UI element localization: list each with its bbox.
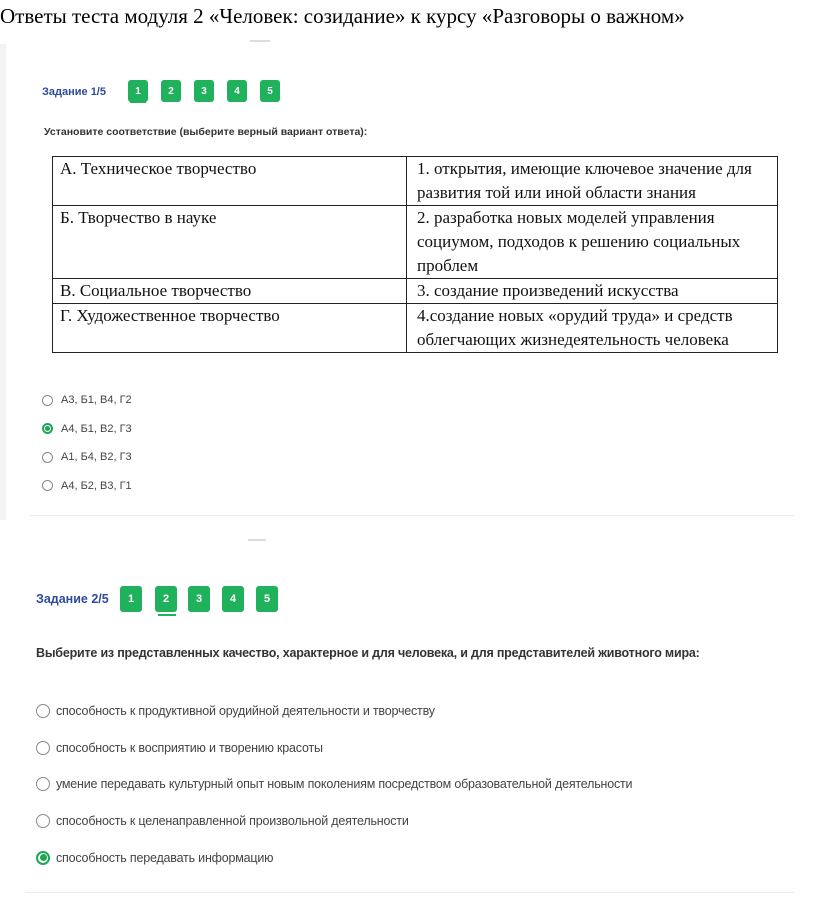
answer-option-1[interactable]: [36, 693, 632, 730]
task-1-nav-button-1[interactable]: 1: [128, 80, 148, 102]
answer-option-5[interactable]: [36, 839, 632, 876]
task-2-options: [36, 693, 632, 876]
answer-option-4[interactable]: [42, 472, 132, 501]
task-2-label: Задание 2/5: [36, 592, 109, 606]
table-cell: В. Социальное творчество: [53, 279, 407, 304]
answer-option-label: способность к целенаправленной произвольной деятельности: [56, 814, 409, 829]
table-cell: 4.создание новых «орудий труда» и средств облегчающих жизнедеятельность человека: [407, 304, 778, 353]
answer-option-label: способность передавать информацию: [56, 850, 274, 865]
radio-button[interactable]: [42, 452, 53, 463]
task-1-nav-button-2[interactable]: 2: [161, 80, 181, 102]
table-row: [53, 279, 778, 304]
task-2-nav-button-5[interactable]: 5: [256, 586, 278, 612]
active-task-indicator: [130, 101, 146, 103]
table-cell: А. Техническое творчество: [53, 157, 407, 206]
task-2-nav-button-2[interactable]: 2: [155, 586, 177, 612]
task-2-nav-button-3[interactable]: 3: [188, 586, 210, 612]
table-cell: Г. Художественное творчество: [53, 304, 407, 353]
answer-option-2[interactable]: [36, 730, 632, 767]
table-row: [53, 157, 778, 206]
answer-option-label: А4, Б1, В2, Г3: [61, 422, 132, 435]
answer-option-3[interactable]: [36, 766, 632, 803]
answer-option-label: А3, Б1, В4, Г2: [61, 394, 132, 407]
radio-button-selected[interactable]: [36, 851, 50, 865]
task-1-nav-button-5[interactable]: 5: [260, 80, 280, 102]
card-divider: [248, 539, 266, 541]
answer-option-4[interactable]: [36, 803, 632, 840]
task-2-nav-button-4[interactable]: 4: [222, 586, 244, 612]
answer-option-2[interactable]: [42, 415, 132, 444]
table-cell: Б. Творчество в науке: [53, 206, 407, 279]
card-edge: [0, 44, 6, 520]
table-cell: 2. разработка новых моделей управления социумом, подходов к решению социальных проблем: [407, 206, 778, 279]
task-1-label: Задание 1/5: [42, 86, 106, 98]
answer-option-1[interactable]: [42, 386, 132, 415]
card-divider: [30, 515, 794, 516]
active-task-indicator: [158, 614, 176, 616]
task-1-nav-button-4[interactable]: 4: [227, 80, 247, 102]
task-2-header: [36, 586, 286, 612]
task-1-nav-button-3[interactable]: 3: [194, 80, 214, 102]
radio-button[interactable]: [42, 395, 53, 406]
table-cell: 3. создание произведений искусства: [407, 279, 778, 304]
task-1-options: [42, 386, 132, 500]
card-divider: [250, 40, 270, 42]
task-2-nav-button-1[interactable]: 1: [120, 586, 142, 612]
radio-button-selected[interactable]: [42, 423, 53, 434]
document-title: Ответы теста модуля 2 «Человек: созидание» к курсу «Разговоры о важном»: [0, 4, 685, 28]
radio-button[interactable]: [36, 704, 50, 718]
radio-button[interactable]: [36, 814, 50, 828]
task-1-header: [42, 80, 292, 104]
answer-option-3[interactable]: [42, 443, 132, 472]
matching-table: [52, 156, 778, 353]
answer-option-label: А4, Б2, В3, Г1: [61, 479, 132, 492]
radio-button[interactable]: [36, 741, 50, 755]
answer-option-label: умение передавать культурный опыт новым поколениям посредством образовательной деятельности: [56, 777, 633, 792]
table-row: [53, 304, 778, 353]
radio-button[interactable]: [36, 777, 50, 791]
task-2-question: Выберите из представленных качество, характерное и для человека, и для представителей животного мира:: [36, 646, 700, 660]
table-row: [53, 206, 778, 279]
answer-option-label: способность к продуктивной орудийной деятельности и творчеству: [56, 704, 435, 719]
answer-option-label: способность к восприятию и творению красоты: [56, 740, 323, 755]
answer-option-label: А1, Б4, В2, Г3: [61, 451, 132, 464]
radio-button[interactable]: [42, 480, 53, 491]
card-divider: [26, 892, 794, 893]
task-1-question: Установите соответствие (выберите верный вариант ответа):: [44, 126, 368, 138]
table-cell: 1. открытия, имеющие ключевое значение для развития той или иной области знания: [407, 157, 778, 206]
